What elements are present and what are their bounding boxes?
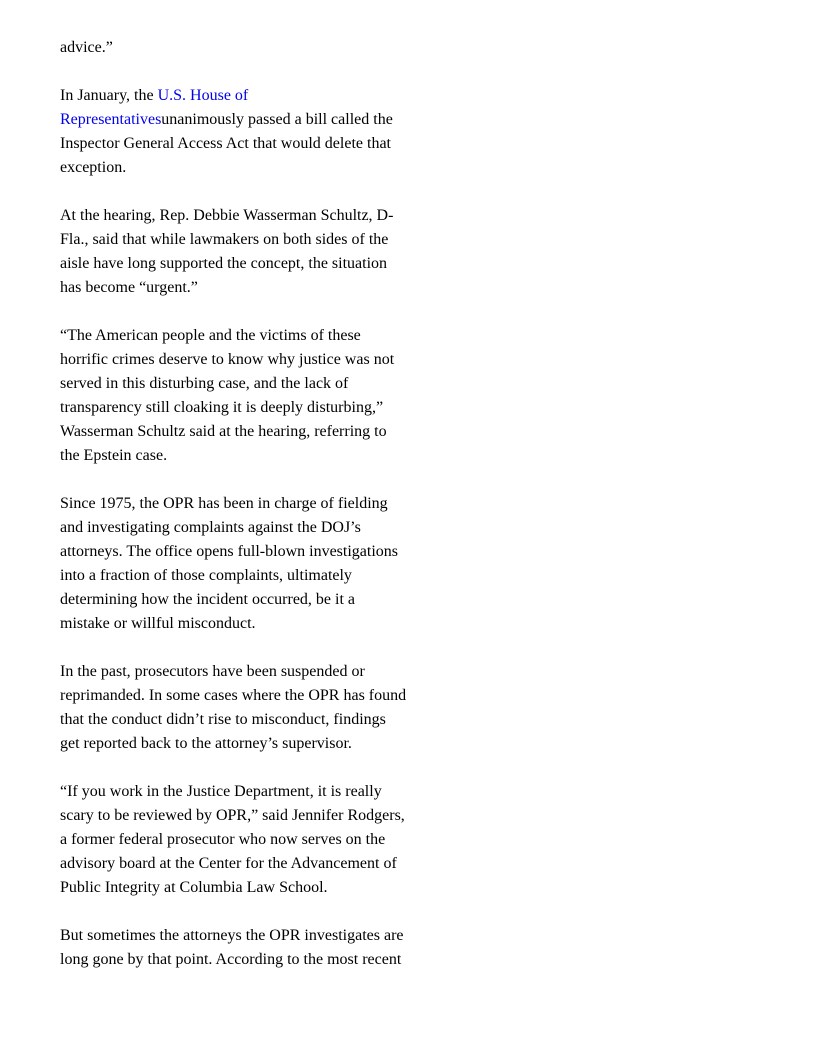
- paragraph-text: In January, the: [60, 87, 158, 104]
- paragraph-hearing: At the hearing, Rep. Debbie Wasserman Schultz, D-Fla., said that while lawmakers on both sides of the aisle have long supported the concept, the situation has become “urgent.”: [60, 207, 394, 296]
- paragraph-opr-history: Since 1975, the OPR has been in charge of fielding and investigating complaints against the DOJ’s attorneys. The office opens full-blown investigations into a fraction of those complaints, ultimately determining how the incident occurred, be it a mistake or willful misconduct.: [60, 495, 399, 632]
- paragraph-past-outcomes: In the past, prosecutors have been suspended or reprimanded. In some cases where the OPR has found that the conduct didn’t rise to misconduct, findings get reported back to the attorney’s supervisor.: [60, 663, 407, 752]
- paragraph-advice: advice.”: [60, 39, 113, 56]
- paragraph-quote-rodgers: “If you work in the Justice Department, it is really scary to be reviewed by OPR,” said Jennifer Rodgers, a former federal prosecutor who now serves on the advisory board at the Center for the Advancement of Public Integrity at Columbia Law School.: [60, 783, 405, 896]
- paragraph-text: unanimously passed a bill called the Inspector General Access Act that would delete that exception.: [60, 111, 393, 176]
- house-of-representatives-link[interactable]: U.S. House of Representatives: [60, 87, 249, 128]
- article-body: [60, 36, 408, 996]
- paragraph-house-bill: [60, 84, 408, 180]
- paragraph-quote-schultz: “The American people and the victims of these horrific crimes deserve to know why justice was not served in this disturbing case, and the lack of transparency still cloaking it is deeply disturbing,” Wasserman Schultz said at the hearing, referring to the Epstein case.: [60, 327, 395, 464]
- paragraph-attorneys-gone: But sometimes the attorneys the OPR investigates are long gone by that point. According to the most recent: [60, 927, 404, 968]
